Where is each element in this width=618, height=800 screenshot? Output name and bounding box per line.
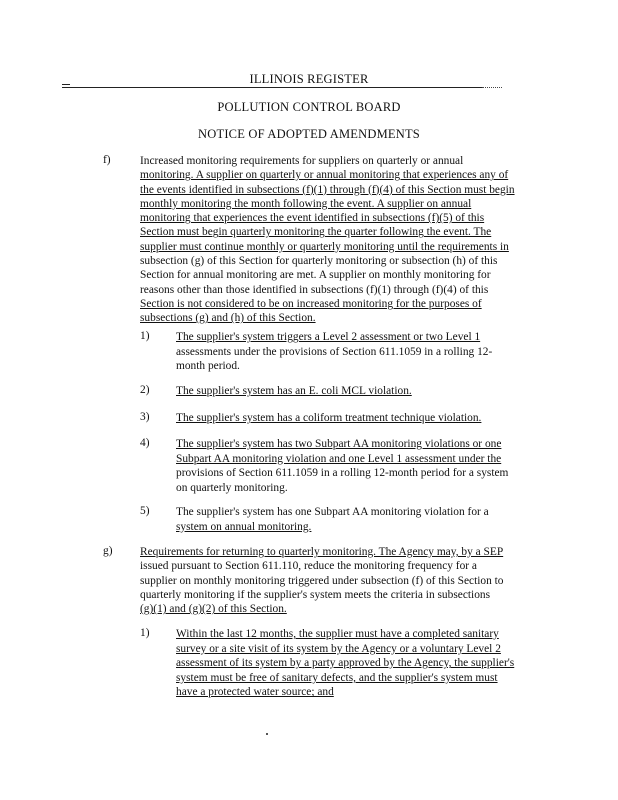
text-line: issued pursuant to Section 611.110, reduce the monitoring frequency for a <box>140 560 477 573</box>
item-f4-number: 4) <box>140 437 150 449</box>
text-line: assessments under the provisions of Section 611.1059 in a rolling 12- <box>176 345 493 358</box>
item-f3-text <box>176 411 536 426</box>
section-g-label: g) <box>103 545 113 557</box>
header-rule-tail <box>482 87 502 88</box>
register-title: ILLINOIS REGISTER <box>249 72 369 86</box>
text-line: The supplier's system has a coliform treatment technique violation. <box>176 412 482 424</box>
text-line: Requirements for returning to quarterly monitoring. The Agency may, by a SEP <box>140 546 504 558</box>
text-line: system must be free of sanitary defects, and the supplier's system must <box>176 671 498 684</box>
text-line: system on annual monitoring. <box>176 520 312 533</box>
text-line: Increased monitoring requirements for suppliers on quarterly or annual <box>140 155 464 167</box>
text-line: the events identified in subsections (f)(1) through (f)(4) of this Section must begin <box>140 183 515 196</box>
text-line: reasons other than those identified in subsections (f)(1) through (f)(4) of this <box>140 283 489 296</box>
text-line: supplier must continue monthly or quarterly monitoring until the requirements in <box>140 240 509 253</box>
text-line: Subpart AA monitoring violation and one Level 1 assessment under the <box>176 452 502 465</box>
text-line: supplier on monthly monitoring triggered under subsection (f) of this Section to <box>140 574 504 587</box>
section-f-text <box>140 154 540 326</box>
item-f5-number: 5) <box>140 505 150 517</box>
text-line: provisions of Section 611.1059 in a rolling 12-month period for a system <box>176 467 509 480</box>
board-title: POLLUTION CONTROL BOARD <box>217 100 401 114</box>
item-f1-number: 1) <box>140 330 150 342</box>
text-line: monthly monitoring the month following the event. A supplier on annual <box>140 197 472 210</box>
item-f4-text <box>176 437 536 495</box>
text-line: Section must begin quarterly monitoring the quarter following the event. The <box>140 226 492 239</box>
text-line: subsection (g) of this Section for quarterly monitoring or subsection (h) of this <box>140 255 498 268</box>
text-line: quarterly monitoring if the supplier's system meets the criteria in subsections <box>140 588 491 601</box>
section-g-text <box>140 545 540 616</box>
item-f2-text <box>176 384 536 399</box>
text-line: on quarterly monitoring. <box>176 481 288 494</box>
notice-title: NOTICE OF ADOPTED AMENDMENTS <box>198 127 420 141</box>
text-line: subsections (g) and (h) of this Section. <box>140 312 316 325</box>
text-line: Within the last 12 months, the supplier must have a completed sanitary <box>176 628 499 640</box>
text-line: monitoring. A supplier on quarterly or annual monitoring that experiences any of <box>140 169 509 182</box>
item-g1-text <box>176 627 546 700</box>
text-line: survey or a site visit of its system by the Agency or a voluntary Level 2 <box>176 642 501 655</box>
text-line: Section is not considered to be on increased monitoring for the purposes of <box>140 297 482 310</box>
section-f-label: f) <box>103 154 111 166</box>
text-line: have a protected water source; and <box>176 686 334 699</box>
text-line: assessment of its system by a party approved by the Agency, the supplier's <box>176 657 515 670</box>
text-line: Section for annual monitoring are met. A supplier on monthly monitoring for <box>140 269 491 282</box>
text-line: The supplier's system has an E. coli MCL violation. <box>176 385 412 397</box>
item-g1-number: 1) <box>140 627 150 639</box>
text-line: The supplier's system has one Subpart AA monitoring violation for a <box>176 506 489 518</box>
item-f2-number: 2) <box>140 384 150 396</box>
item-f1-text <box>176 330 536 374</box>
item-f3-number: 3) <box>140 411 150 423</box>
text-line: month period. <box>176 360 240 373</box>
text-line: The supplier's system triggers a Level 2 assessment or two Level 1 <box>176 331 481 343</box>
text-line: monitoring that experiences the event identified in subsections (f)(5) of this <box>140 212 485 225</box>
text-line: (g)(1) and (g)(2) of this Section. <box>140 603 287 616</box>
page-mark <box>266 733 268 735</box>
header-rule <box>62 87 482 88</box>
item-f5-text <box>176 505 536 534</box>
text-line: The supplier's system has two Subpart AA monitoring violations or one <box>176 438 502 450</box>
